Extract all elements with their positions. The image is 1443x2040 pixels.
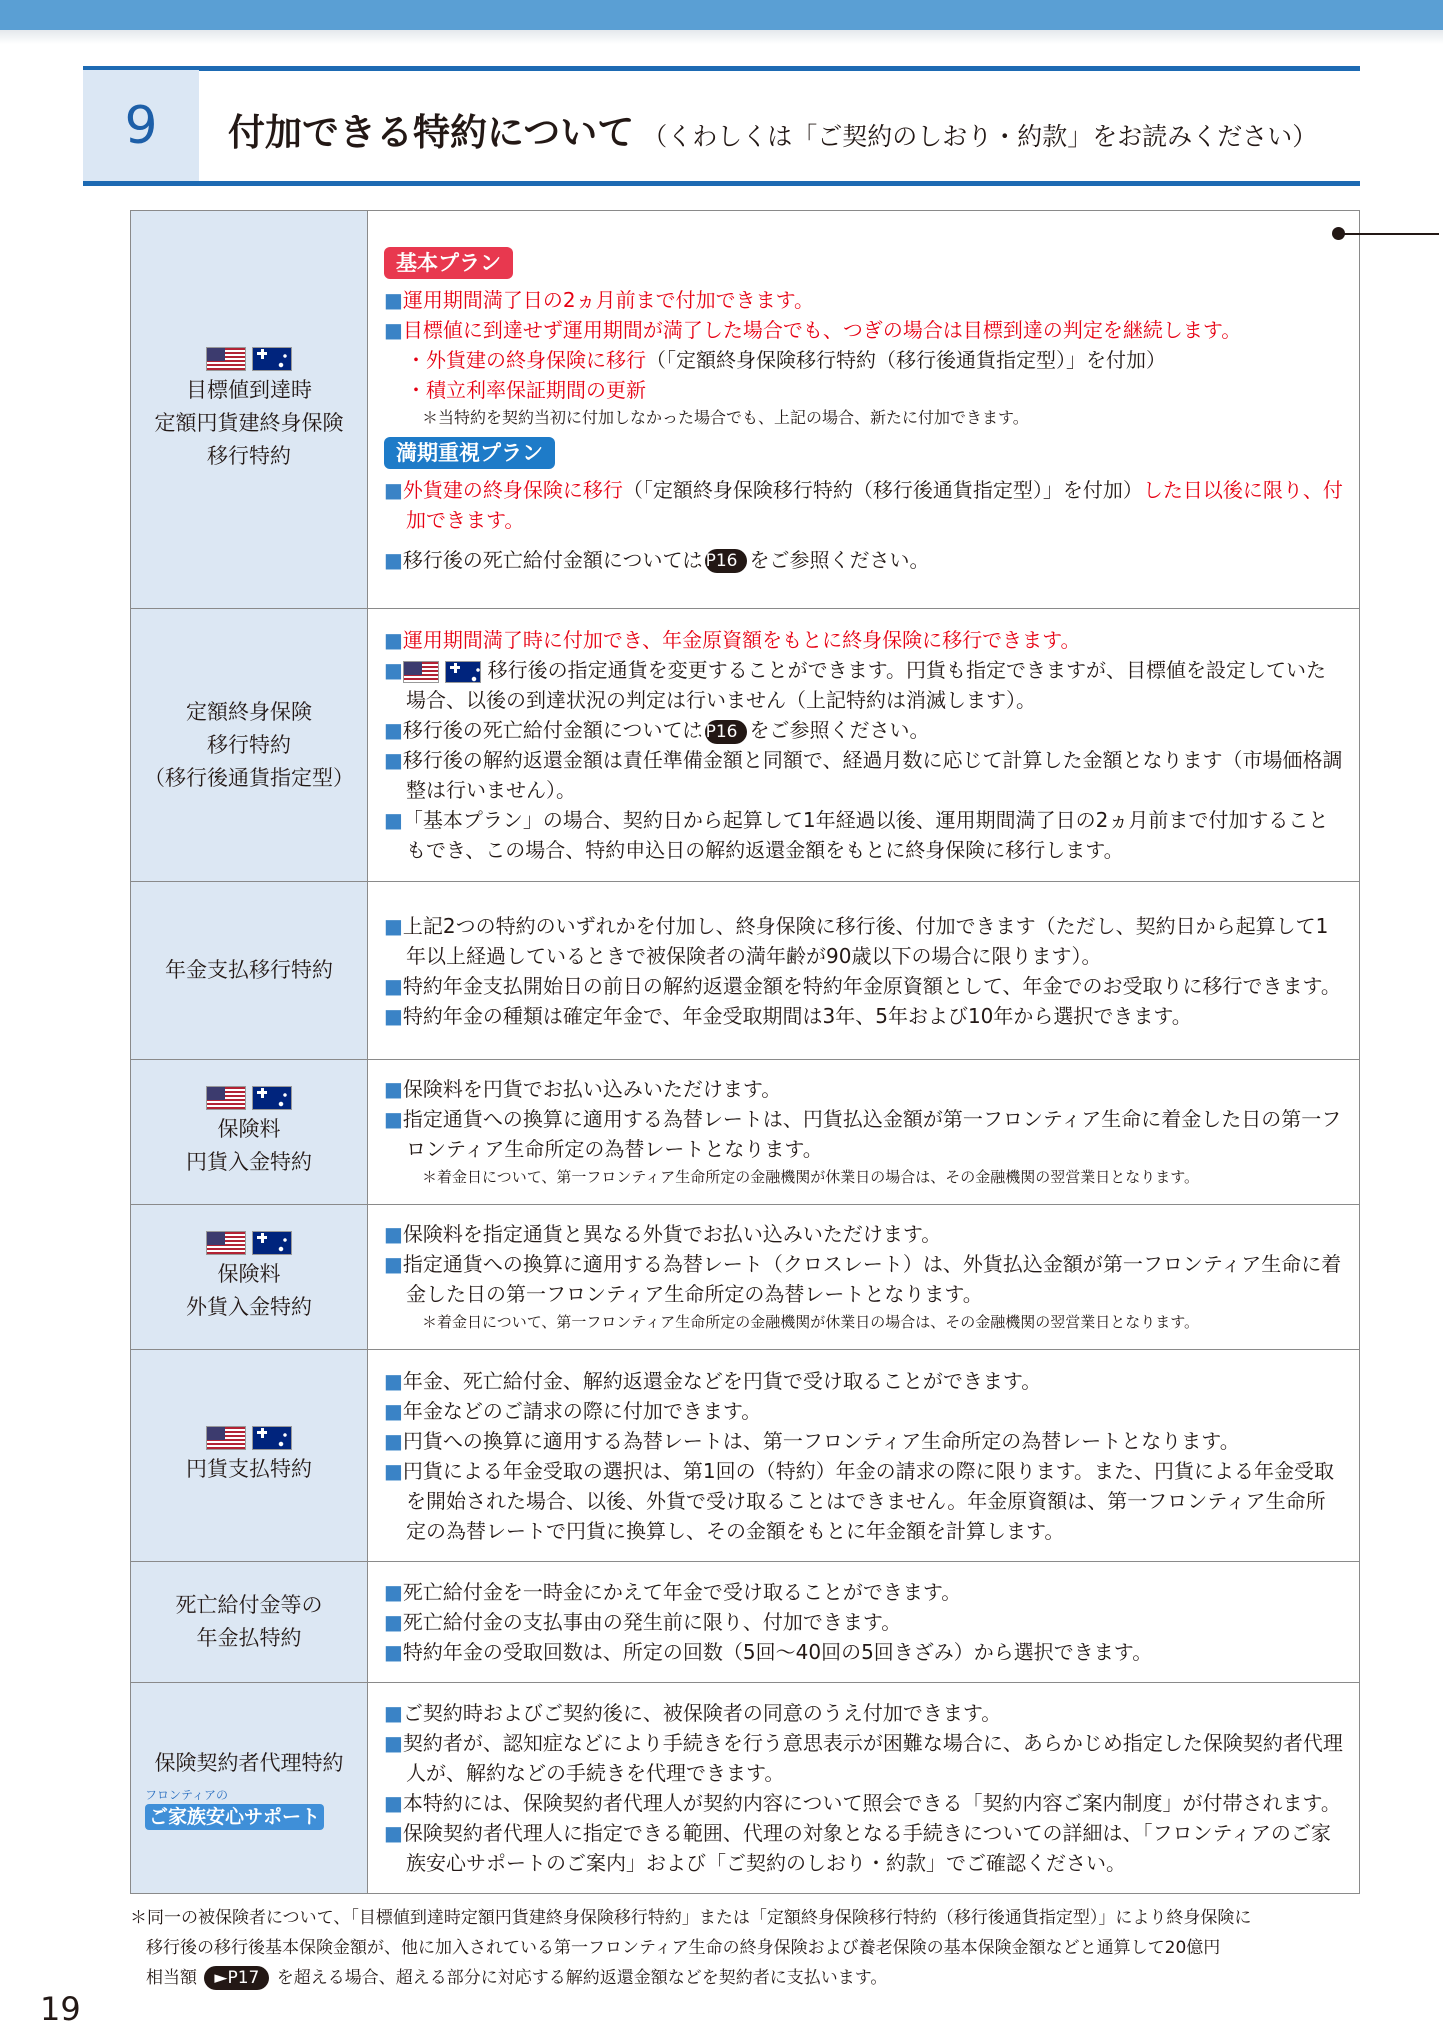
- australia-flag-icon: [252, 1231, 292, 1255]
- list-item: ■目標値に到達せず運用期間が満了した場合でも、つぎの場合は目標到達の判定を継続します。: [384, 317, 1242, 342]
- list-subitem: ・積立利率保証期間の更新: [406, 377, 646, 402]
- section-subtitle: （くわしくは「ご契約のしおり・約款」をお読みください）: [642, 122, 1318, 151]
- list-item: ■指定通貨への換算に適用する為替レートは、円貨払込金額が第一フロンティア生命に着金した日の第一フロンティア生命所定の為替レートとなります。: [384, 1107, 1342, 1161]
- table-row: [131, 1350, 1360, 1562]
- note: ＊当特約を契約当初に付加しなかった場合でも、上記の場合、新たに付加できます。: [422, 407, 1029, 427]
- rider-label: 定額終身保険 移行特約 （移行後通貨指定型）: [131, 609, 368, 882]
- rider-label: 保険契約者代理特約 フロンティアの ご家族安心サポート: [131, 1683, 368, 1894]
- currency-flags: [135, 347, 363, 371]
- rider-content: [368, 882, 1360, 1060]
- section-number: 9: [83, 70, 199, 181]
- rider-label: 円貨支払特約: [131, 1350, 368, 1562]
- rider-content: [368, 1205, 1360, 1350]
- list-item: ■年金、死亡給付金、解約返還金などを円貨で受け取ることができます。: [384, 1368, 1042, 1393]
- note: ＊着金日について、第一フロンティア生命所定の金融機関が休業日の場合は、その金融機関の翌営業日となります。: [422, 1168, 1200, 1186]
- header-rule-bottom: [83, 181, 1360, 186]
- rider-table: [130, 210, 1360, 1894]
- australia-flag-icon: [445, 661, 481, 683]
- list-item: ■本特約には、保険契約者代理人が契約内容について照会できる「契約内容ご案内制度」が付帯されます。: [384, 1791, 1341, 1815]
- table-row: [131, 1683, 1360, 1894]
- table-row: [131, 882, 1360, 1060]
- page-reference-badge[interactable]: ►P16: [705, 720, 748, 744]
- header-rule-top: [83, 66, 1360, 71]
- rider-label: 目標値到達時 定額円貨建終身保険 移行特約: [131, 211, 368, 609]
- australia-flag-icon: [252, 1426, 292, 1450]
- list-item: ■特約年金の受取回数は、所定の回数（5回〜40回の5回きざみ）から選択できます。: [384, 1640, 1153, 1664]
- rider-content: [368, 1562, 1360, 1683]
- rider-label: 死亡給付金等の 年金払特約: [131, 1562, 368, 1683]
- footnote: ＊同一の被保険者について、「目標値到達時定額円貨建終身保険移行特約」または「定額終身保険移行特約（移行後通貨指定型）」により終身保険に 移行後の移行後基本保険金額が、他に加入されている第一フロンティア生命の終身保険および養老保険の基本保険金額などと通算して20億円 相当額 ►P17 を超える場合、超える部分に対応する解約返還金額などを契約者に支払います。: [130, 1908, 1252, 1988]
- rider-content: [368, 1350, 1360, 1562]
- rider-content: [368, 1683, 1360, 1894]
- basic-plan-badge: 基本プラン: [384, 247, 513, 279]
- table-row: [131, 1562, 1360, 1683]
- list-item: ■外貨建の終身保険に移行（「定額終身保険移行特約（移行後通貨指定型）」を付加）した日以後に限り、付加できます。: [384, 477, 1343, 532]
- us-flag-icon: [206, 347, 246, 371]
- list-item: ■運用期間満了時に付加でき、年金原資額をもとに終身保険に移行できます。: [384, 628, 1081, 652]
- list-item: ■移行後の解約返還金額は責任準備金額と同額で、経過月数に応じて計算した金額となります（市場価格調整は行いません）。: [384, 748, 1343, 802]
- currency-flags: [135, 1426, 363, 1450]
- us-flag-icon: [206, 1086, 246, 1110]
- currency-flags: [135, 1086, 363, 1110]
- rider-label: 保険料 外貨入金特約: [131, 1205, 368, 1350]
- table-row: [131, 1060, 1360, 1205]
- list-item: ■ご契約時およびご契約後に、被保険者の同意のうえ付加できます。: [384, 1701, 1002, 1725]
- rider-label: 年金支払移行特約: [131, 882, 368, 1060]
- list-item: ■移行後の死亡給付金額については►P16 をご参照ください。: [384, 718, 930, 742]
- list-item: ■移行後の死亡給付金額については►P16 をご参照ください。: [384, 547, 930, 572]
- list-item: ■円貨による年金受取の選択は、第1回の（特約）年金の請求の際に限ります。また、円貨による年金受取を開始された場合、以後、外貨で受け取ることはできません。年金原資額は、第一フロンティア生命所定の為替レートで円貨に換算し、その金額をもとに年金額を計算します。: [384, 1458, 1335, 1543]
- list-subitem: ・外貨建の終身保険に移行（「定額終身保険移行特約（移行後通貨指定型）」を付加）: [406, 347, 1166, 372]
- top-band-shadow: [0, 30, 1443, 44]
- section-title: 付加できる特約について （くわしくは「ご契約のしおり・約款」をお読みください）: [228, 111, 1318, 154]
- page-reference-badge[interactable]: ►P16: [705, 549, 748, 573]
- list-item: ■保険料を円貨でお払い込みいただけます。: [384, 1077, 782, 1101]
- page-number: 19: [40, 1990, 81, 2028]
- maturity-plan-badge: 満期重視プラン: [384, 437, 555, 469]
- list-item: ■死亡給付金を一時金にかえて年金で受け取ることができます。: [384, 1580, 962, 1604]
- list-item: ■「基本プラン」の場合、契約日から起算して1年経過以後、運用期間満了日の2ヵ月前まで付加することもでき、この場合、特約申込日の解約返還金額をもとに終身保険に移行します。: [384, 808, 1329, 862]
- us-flag-icon: [206, 1426, 246, 1450]
- connector-line: [1339, 233, 1439, 235]
- currency-flags: [135, 1231, 363, 1255]
- list-item: ■ 移行後の指定通貨を変更することができます。円貨も指定できますが、目標値を設定していた場合、以後の到達状況の判定は行いません（上記特約は消滅します）。: [384, 658, 1327, 712]
- us-flag-icon: [403, 661, 439, 683]
- list-item: ■保険料を指定通貨と異なる外貨でお払い込みいただけます。: [384, 1222, 942, 1246]
- table-row: [131, 211, 1360, 609]
- us-flag-icon: [206, 1231, 246, 1255]
- top-color-band: [0, 0, 1443, 30]
- list-item: ■特約年金支払開始日の前日の解約返還金額を特約年金原資額として、年金でのお受取りに移行できます。: [384, 973, 1341, 998]
- list-item: ■運用期間満了日の2ヵ月前まで付加できます。: [384, 287, 815, 312]
- list-item: ■特約年金の種類は確定年金で、年金受取期間は3年、5年および10年から選択できます。: [384, 1003, 1192, 1028]
- list-item: ■契約者が、認知症などにより手続きを行う意思表示が困難な場合に、あらかじめ指定した保険契約者代理人が、解約などの手続きを代理できます。: [384, 1731, 1343, 1785]
- australia-flag-icon: [252, 347, 292, 371]
- rider-content: [368, 609, 1360, 882]
- rider-content: [368, 211, 1360, 609]
- australia-flag-icon: [252, 1086, 292, 1110]
- list-item: ■円貨への換算に適用する為替レートは、第一フロンティア生命所定の為替レートとなります。: [384, 1428, 1240, 1453]
- list-item: ■死亡給付金の支払事由の発生前に限り、付加できます。: [384, 1610, 902, 1634]
- page-reference-badge[interactable]: ►P17: [204, 1966, 269, 1990]
- list-item: ■年金などのご請求の際に付加できます。: [384, 1398, 762, 1423]
- note: ＊着金日について、第一フロンティア生命所定の金融機関が休業日の場合は、その金融機関の翌営業日となります。: [422, 1313, 1200, 1331]
- table-row: [131, 609, 1360, 882]
- list-item: ■保険契約者代理人に指定できる範囲、代理の対象となる手続きについての詳細は、「フロンティアのご家族安心サポートのご案内」および「ご契約のしおり・約款」でご確認ください。: [384, 1821, 1331, 1875]
- list-item: ■上記2つの特約のいずれかを付加し、終身保険に移行後、付加できます（ただし、契約日から起算して1年以上経過しているときで被保険者の満年齢が90歳以下の場合に限ります）。: [384, 913, 1329, 968]
- table-row: [131, 1205, 1360, 1350]
- rider-content: [368, 1060, 1360, 1205]
- rider-label: 保険料 円貨入金特約: [131, 1060, 368, 1205]
- list-item: ■指定通貨への換算に適用する為替レート（クロスレート）は、外貨払込金額が第一フロンティア生命に着金した日の第一フロンティア生命所定の為替レートとなります。: [384, 1252, 1342, 1306]
- family-support-logo: フロンティアの ご家族安心サポート: [135, 1786, 363, 1830]
